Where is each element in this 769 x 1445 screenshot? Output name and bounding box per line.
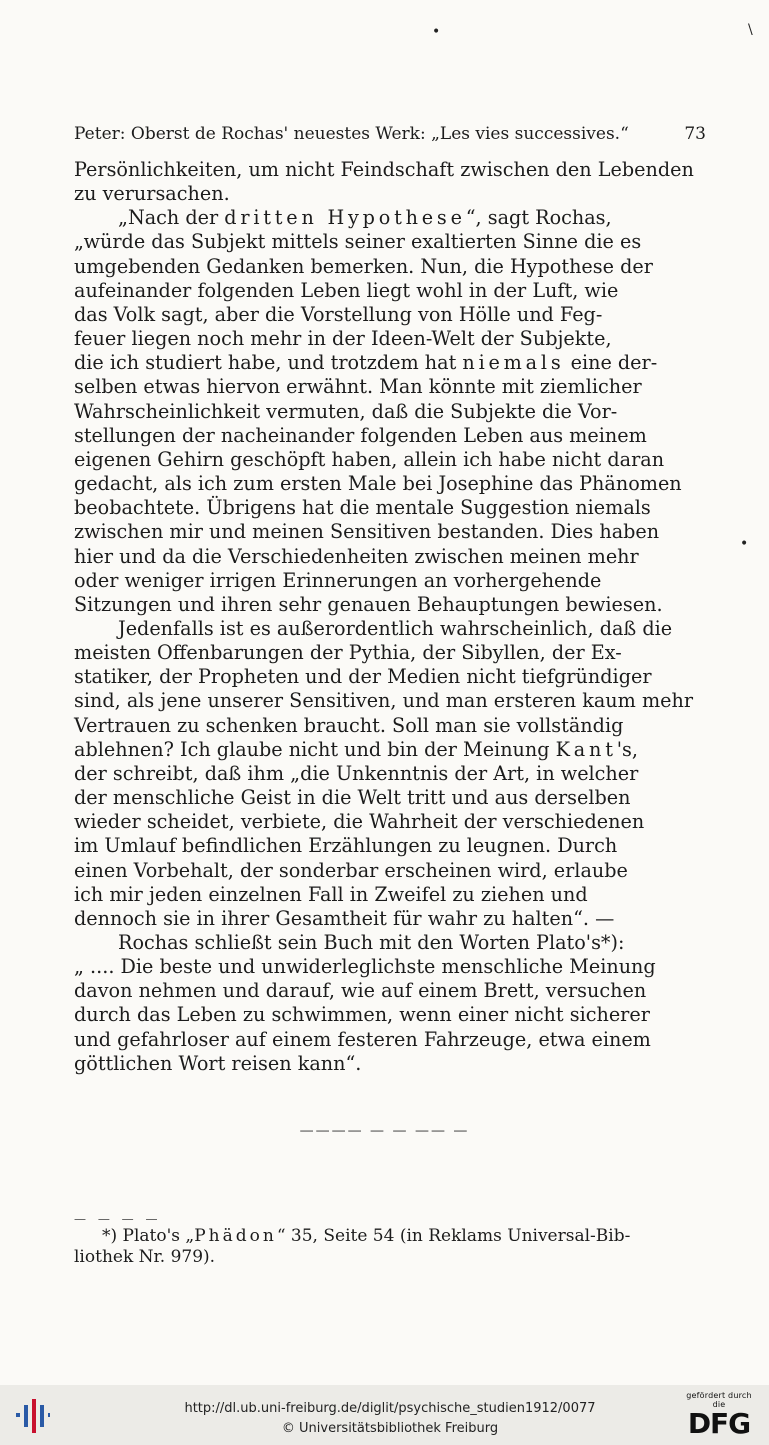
emphasis-spaced: Kant xyxy=(555,737,617,761)
running-head-title: Peter: Oberst de Rochas' neuestes Werk: „Les vies successives.“ xyxy=(74,124,629,144)
scan-speck: • xyxy=(432,24,441,40)
text-run: eine der- selben etwas hiervon erwähnt. Man könnte mit ziemlicher Wahrscheinlichkeit vermuten, daß die Subjekte die Vor- stellungen der nacheinander folgenden Leben aus meinem eigenen Gehirn geschöpft haben, allein ich habe nicht daran gedacht, als ich zum ersten Male bei Josephine das Phänomen beobachtete. Übrigens hat die mentale Suggestion niemals zwischen mir und meinen Sensitiven bestanden. Dies haben hier und da die Verschiedenheiten zwischen meinen mehr oder weniger irrigen Erinnerungen an vorhergehende Sitzungen und ihren sehr genauen Behauptungen bewiesen. xyxy=(74,351,682,616)
body-text xyxy=(74,158,704,1076)
paragraph xyxy=(74,617,704,931)
text-run: 's, der schreibt, daß ihm „die Unkenntnis der Art, in welcher der menschliche Geist in die Welt tritt und aus derselben wieder scheidet, verbiete, die Wahrheit der verschiedenen im Umlauf befindlichen Erzählungen zu leugnen. Durch einen Vorbehalt, der sonderbar erscheinen wird, erlaube ich mir jeden einzelnen Fall in Zweifel zu ziehen und dennoch sie in ihrer Gesamtheit für wahr zu halten“. — xyxy=(74,737,645,930)
text-run: “ 35, Seite 54 (in Reklams Universal-Bib- liothek Nr. 979). xyxy=(74,1226,631,1267)
text-run: „Nach der xyxy=(118,206,225,230)
document-url-link[interactable]: http://dl.ub.uni-freiburg.de/diglit/psychische_studien1912/0077 xyxy=(184,1401,596,1416)
viewer-footer xyxy=(0,1385,769,1445)
emphasis-spaced: Phädon xyxy=(194,1226,277,1246)
text-run: Jedenfalls ist es außerordentlich wahrscheinlich, daß die meisten Offenbarungen der Pythia, der Sibyllen, der Ex- statiker, der Propheten und der Medien nicht tiefgründiger sind, als jene unserer Sensitiven, und man ersteren kaum mehr Vertrauen zu schenken braucht. Soll man sie vollständig ablehnen? Ich glaube nicht und bin der Meinung xyxy=(74,616,694,761)
scan-speck: • xyxy=(740,536,749,552)
text-run: “, sagt Rochas, „würde das Subjekt mittels seiner exaltierten Sinne die es umgebenden Gedanken bemerken. Nun, die Hypothese der aufeinander folgenden Leben liegt wohl in der Luft, wie das Volk sagt, aber die Vorstellung von Hölle und Feg- feuer liegen noch mehr in der Ideen-Welt der Subjekte, die ich studiert habe, und trotzdem hat xyxy=(74,206,653,375)
copyright-text: © Universitätsbibliothek Freiburg xyxy=(281,1421,499,1436)
page-number: 73 xyxy=(684,124,706,144)
dfg-logo xyxy=(679,1391,759,1439)
footnote-rule: — — — — xyxy=(74,1212,162,1226)
emphasis-spaced: dritten Hypothese xyxy=(224,206,466,230)
section-end-rule: ———— — — —— — xyxy=(299,1123,470,1139)
running-head xyxy=(74,124,706,144)
scan-speck: \ xyxy=(748,22,753,38)
emphasis-spaced: niemals xyxy=(462,351,565,375)
library-logo-icon xyxy=(12,1399,50,1433)
paragraph: Rochas schließt sein Buch mit den Worten Plato's*): „ .... Die beste und unwiderleglichste menschliche Meinung davon nehmen und darauf, wie auf einem Brett, versuchen durch das Leben zu schwimmen, wenn einer nicht sicherer und gefahrloser auf einem festeren Fahrzeuge, etwa einem göttlichen Wort reisen kann“. xyxy=(74,931,656,1075)
dfg-mark: DFG xyxy=(687,1407,751,1440)
footnote xyxy=(74,1226,696,1268)
text-run: *) Plato's „ xyxy=(102,1226,195,1246)
dfg-tagline: gefördert durch die xyxy=(686,1391,752,1409)
paragraph: Persönlichkeiten, um nicht Feindschaft zwischen den Lebenden zu verursachen. xyxy=(74,158,694,206)
paragraph xyxy=(74,206,704,617)
